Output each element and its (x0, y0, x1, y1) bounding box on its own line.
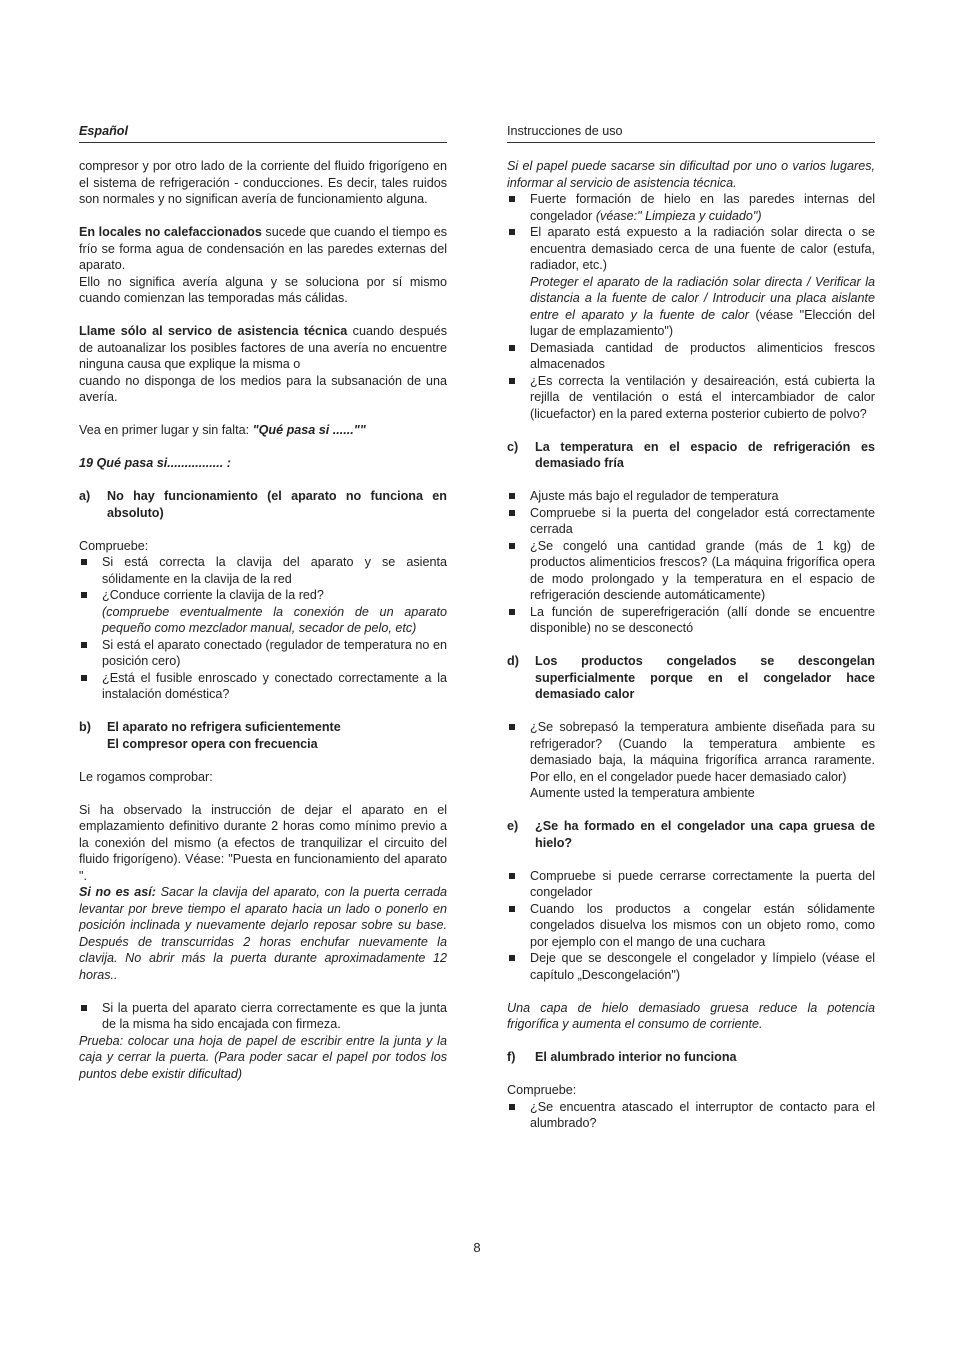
list-a (79, 554, 447, 703)
heading-e: e) ¿Se ha formado en el congelador una capa gruesa de hielo? (507, 819, 875, 850)
list-item: ¿Se encuentra atascado el interruptor de contacto para el alumbrado? (507, 1099, 875, 1132)
list-item: Ajuste más bajo el regulador de temperatura (507, 488, 875, 505)
list-item: ¿Está el fusible enroscado y conectado correctamente a la instalación doméstica? (79, 670, 447, 703)
list-item: ¿Se sobrepasó la temperatura ambiente diseñada para su refrigerador? (Cuando la temperatura ambiente es demasiado baja, la máquina frigorífica arranca raramente. Por ello, en el congelador puede hacer demasiado calor) Aumente usted la temperatura ambiente (507, 719, 875, 802)
list-item: Compruebe si la puerta del congelador está correctamente cerrada (507, 505, 875, 538)
document-title: Instrucciones de uso (507, 123, 623, 138)
paragraph-placement: Si ha observado la instrucción de dejar el aparato en el emplazamiento definitivo durante 2 horas como mínimo previo a la conexión del mismo (a efectos de tranquilizar el circuito del fluido frigorígeno). Véase: "Puesta en funcionamiento del aparato ". (79, 802, 447, 883)
heading-a: a) No hay funcionamiento (el aparato no funciona en absoluto) (79, 489, 447, 520)
list-e (507, 868, 875, 984)
check-intro-a: Compruebe: (79, 538, 149, 553)
list-item: ¿Se congeló una cantidad grande (más de 1 kg) de productos alimenticios frescos? (La máquina frigorífica opera de modo prolongado y la temperatura en el espacio de refrigeración desciende automáticamente) (507, 538, 875, 604)
list-f (507, 1099, 875, 1132)
paragraph-test: Prueba: colocar una hoja de papel de escribir entre la junta y la caja y cerrar la puerta. (Para poder sacar el papel por todos los puntos debe existir dificultad) (79, 1033, 447, 1081)
left-column (79, 158, 447, 1099)
paragraph-unheated-2: Ello no significa avería alguna y se soluciona por sí mismo cuando comienzan las temporadas más cálidas. (79, 274, 447, 305)
paragraph-see-first: Vea en primer lugar y sin falta: "Qué pasa si ......"" (79, 423, 366, 437)
list-item: Si la puerta del aparato cierra correctamente es que la junta de la misma ha sido encajada con firmeza. (79, 1000, 447, 1033)
paragraph-service: Llame sólo al servico de asistencia técnica cuando después de autoanalizar los posibles factores de una avería no encuentre ninguna causa que explique la misma o (79, 324, 447, 371)
list-item: Compruebe si puede cerrarse correctamente la puerta del congelador (507, 868, 875, 901)
paragraph-compressor: compresor y por otro lado de la corriente del fluido frigorígeno en el sistema de refrigeración - conducciones. Es decir, tales ruidos son normales y no significan avería de funcionamiento alguna. (79, 159, 447, 206)
heading-c: c) La temperatura en el espacio de refrigeración es demasiado fría (507, 439, 875, 470)
check-intro-f: Compruebe: (507, 1083, 577, 1097)
list-item: El aparato está expuesto a la radiación solar directa o se encuentra demasiado cerca de una fuente de calor (estufa, radiador, etc.) Proteger el aparato de la radiación solar directa / Verificar la distancia a la fuente de calor / Introducir una placa aislante entre el aparato y la fuente de calor (véase "Elección del lugar de emplazamiento") (507, 224, 875, 340)
paragraph-unheated: En locales no calefaccionados sucede que cuando el tiempo es frío se forma agua de condensación en las paredes externas del aparato. (79, 225, 447, 272)
list-d (507, 719, 875, 802)
list-item: La función de superefrigeración (allí donde se encuentre disponible) no se desconectó (507, 604, 875, 637)
paragraph-service-2: cuando no disponga de los medios para la subsanación de una avería. (79, 373, 447, 404)
list-item: ¿Conduce corriente la clavija de la red? (compruebe eventualmente la conexión de un aparato pequeño como mezclador manual, secador de pelo, etc) (79, 587, 447, 637)
list-b-continued (507, 191, 875, 422)
list-b (79, 1000, 447, 1033)
language-label: Español (79, 123, 128, 138)
heading-f: f) El alumbrado interior no funciona (507, 1050, 737, 1064)
paragraph-if-not: Si no es así: Sacar la clavija del aparato, con la puerta cerrada levantar por breve tiempo el aparato hacia un lado o ponerlo en posición inclinada y nuevamente dejarlo reposar sobre su base. Después de transcurridas 2 horas enchufar nuevamente la clavija. No abrir más la puerta durante aproximadamente 12 horas.. (79, 885, 447, 982)
list-c (507, 488, 875, 637)
page-number: 8 (473, 1240, 481, 1255)
section-title: 19 Qué pasa si................ : (79, 456, 231, 470)
list-item: ¿Es correcta la ventilación y desaireación, está cubierta la rejilla de ventilación o está el intercambiador de calor (licuefactor) en la pared externa posterior cubierto de polvo? (507, 373, 875, 423)
list-item: Demasiada cantidad de productos alimenticios frescos almacenados (507, 340, 875, 373)
right-column (507, 158, 875, 1148)
heading-b: b) El aparato no refrigera suficientemente El compresor opera con frecuencia (79, 720, 341, 751)
list-item: Si está el aparato conectado (regulador de temperatura no en posición cero) (79, 637, 447, 670)
heading-d: d) Los productos congelados se descongelan superficialmente porque en el congelador hace demasiado calor (507, 654, 875, 701)
list-item: Deje que se descongele el congelador y límpielo (véase el capítulo „Descongelación") (507, 950, 875, 983)
list-item: Si está correcta la clavija del aparato y se asienta sólidamente en la clavija de la red (79, 554, 447, 587)
list-item: Cuando los productos a congelar están sólidamente congelados disuelva los mismos con un objeto romo, como por ejemplo con el mango de una cuchara (507, 901, 875, 951)
header-left (79, 122, 447, 143)
list-item: Fuerte formación de hielo en las paredes internas del congelador (véase:" Limpieza y cuidado") (507, 191, 875, 224)
paragraph-ice-note: Una capa de hielo demasiado gruesa reduce la potencia frigorífica y aumenta el consumo de corriente. (507, 1000, 875, 1031)
header-right (507, 122, 875, 143)
paragraph-paper-result: Si el papel puede sacarse sin dificultad por uno o varios lugares, informar al servicio de asistencia técnica. (507, 159, 875, 190)
check-intro-b: Le rogamos comprobar: (79, 769, 213, 784)
